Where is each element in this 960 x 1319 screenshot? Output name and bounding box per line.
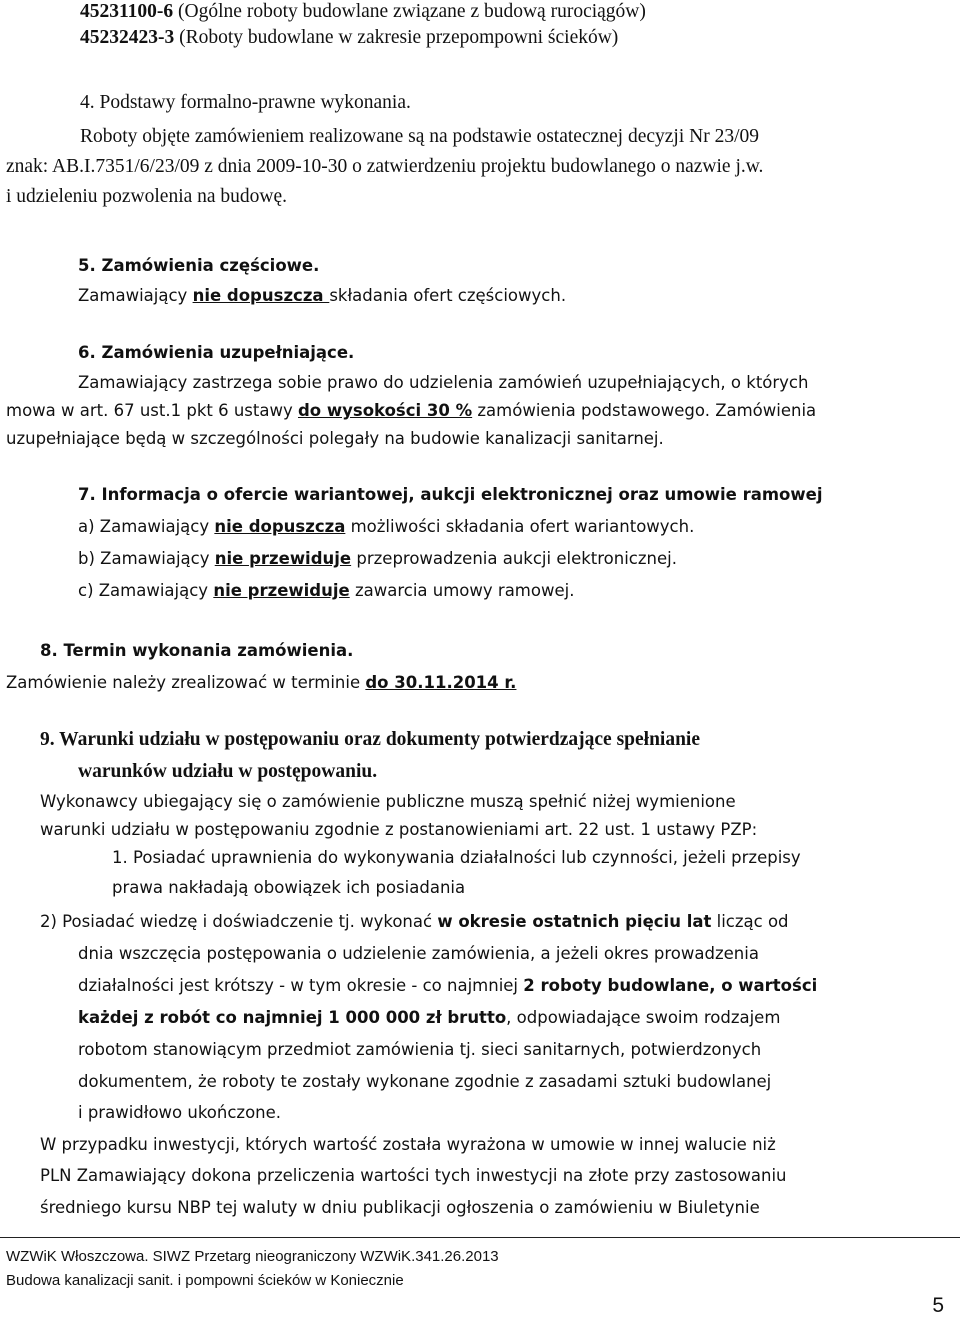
section-9-heading-2: warunków udziału w postępowaniu.: [78, 761, 378, 782]
section-7-item-c-post: zawarcia umowy ramowej.: [349, 581, 575, 600]
section-9-item-2-a: [40, 910, 789, 934]
cpv-code-1: 45231100-6: [80, 1, 174, 22]
section-7-item-b-emphasis: nie przewiduje: [214, 549, 352, 568]
cpv-code-2: 45232423-3: [80, 27, 175, 48]
section-9-item-2-c-pre: działalności jest krótszy - w tym okresie - co najmniej: [78, 976, 524, 995]
section-6-emphasis: do wysokości 30 %: [298, 401, 473, 420]
cpv-line-1: [80, 0, 646, 24]
section-6-heading: 6. Zamówienia uzupełniające.: [78, 343, 355, 362]
section-7-item-a-pre: a) Zamawiający: [78, 517, 215, 536]
section-9-item-2-d-emphasis: każdej z robót co najmniej 1 000 000 zł brutto: [78, 1008, 507, 1027]
cpv-desc-2: (Roboty budowlane w zakresie przepompowni ścieków): [174, 27, 619, 48]
section-9-item-2-emphasis: w okresie ostatnich pięciu lat: [437, 912, 712, 931]
cpv-desc-1: (Ogólne roboty budowlane związane z budową rurociągów): [173, 1, 646, 22]
section-5-emphasis: nie dopuszcza: [192, 286, 330, 305]
section-7-item-c: [78, 579, 574, 603]
section-7-item-c-pre: c) Zamawiający: [78, 581, 214, 600]
section-8-text-a: Zamówienie należy zrealizować w terminie: [6, 673, 366, 692]
section-6-line-2-a: mowa w art. 67 ust.1 pkt 6 ustawy: [6, 401, 298, 420]
section-9-item-2-f: dokumentem, że roboty te zostały wykonane zgodnie z zasadami sztuki budowlanej: [78, 1072, 772, 1091]
section-9-item-2-a-post: licząc od: [711, 912, 789, 931]
section-9-item-1-a: 1. Posiadać uprawnienia do wykonywania działalności lub czynności, jeżeli przepisy: [112, 848, 801, 867]
section-5-text-b: składania ofert częściowych.: [329, 286, 567, 305]
section-4-line-1: Roboty objęte zamówieniem realizowane są na podstawie ostatecznej decyzji Nr 23/09: [80, 126, 760, 147]
section-9-item-2-g: i prawidłowo ukończone.: [78, 1103, 282, 1122]
cpv-line-2: [80, 26, 618, 50]
section-5-text: [78, 284, 566, 308]
section-9-item-1-b: prawa nakładają obowiązek ich posiadania: [112, 878, 466, 897]
section-4-heading: 4. Podstawy formalno-prawne wykonania.: [80, 92, 411, 113]
section-7-heading: 7. Informacja o ofercie wariantowej, aukcji elektronicznej oraz umowie ramowej: [78, 485, 823, 504]
section-7-item-a-post: możliwości składania ofert wariantowych.: [345, 517, 695, 536]
section-8-deadline: do 30.11.2014 r.: [365, 673, 517, 692]
section-9-para-2: warunki udziału w postępowaniu zgodnie z postanowieniami art. 22 ust. 1 ustawy PZP:: [40, 820, 758, 839]
section-9-para-1: Wykonawcy ubiegający się o zamówienie publiczne muszą spełnić niżej wymienione: [40, 792, 736, 811]
section-9-item-2-d: [78, 1006, 780, 1030]
section-8-heading: 8. Termin wykonania zamówienia.: [40, 641, 354, 660]
page-number: 5: [932, 1294, 944, 1317]
section-9-item-2-a-pre: 2) Posiadać wiedzę i doświadczenie tj. wykonać: [40, 912, 438, 931]
section-4-line-2: znak: AB.I.7351/6/23/09 z dnia 2009-10-30 o zatwierdzeniu projektu budowlanego o nazwie j.w.: [6, 156, 764, 177]
section-7-item-b-pre: b) Zamawiający: [78, 549, 215, 568]
section-7-item-a: [78, 515, 694, 539]
section-6-line-1: Zamawiający zastrzega sobie prawo do udzielenia zamówień uzupełniających, o których: [78, 373, 809, 392]
section-9-note-1: W przypadku inwestycji, których wartość została wyrażona w umowie w innej walucie niż: [40, 1135, 776, 1154]
section-7-item-b: [78, 547, 677, 571]
section-6-line-2-c: zamówienia podstawowego. Zamówienia: [472, 401, 817, 420]
section-4-line-3: i udzieleniu pozwolenia na budowę.: [6, 186, 288, 207]
footer-divider: [0, 1237, 960, 1238]
section-9-item-2-b: dnia wszczęcia postępowania o udzielenie zamówienia, a jeżeli okres prowadzenia: [78, 944, 759, 963]
footer-line-1: WZWiK Włoszczowa. SIWZ Przetarg nieograniczony WZWiK.341.26.2013: [6, 1248, 499, 1265]
section-9-item-2-c-emphasis: 2 roboty budowlane, o wartości: [523, 976, 818, 995]
section-6-line-3: uzupełniające będą w szczególności polegały na budowie kanalizacji sanitarnej.: [6, 429, 664, 448]
section-5-text-a: Zamawiający: [78, 286, 193, 305]
section-5-heading: 5. Zamówienia częściowe.: [78, 256, 320, 275]
section-7-item-b-post: przeprowadzenia aukcji elektronicznej.: [351, 549, 677, 568]
footer-line-2: Budowa kanalizacji sanit. i pompowni ścieków w Koniecznie: [6, 1272, 404, 1289]
section-9-note-2: PLN Zamawiający dokona przeliczenia wartości tych inwestycji na złote przy zastosowaniu: [40, 1166, 787, 1185]
section-9-note-3: średniego kursu NBP tej waluty w dniu publikacji ogłoszenia o zamówieniu w Biuletynie: [40, 1198, 760, 1217]
section-8-text: [6, 671, 516, 695]
section-7-item-a-emphasis: nie dopuszcza: [214, 517, 346, 536]
section-6-line-2: [6, 399, 816, 423]
section-9-heading-1: 9. Warunki udziału w postępowaniu oraz dokumenty potwierdzające spełnianie: [40, 729, 701, 750]
section-9-item-2-c: [78, 974, 817, 998]
section-9-item-2-d-post: , odpowiadające swoim rodzajem: [506, 1008, 781, 1027]
section-9-item-2-e: robotom stanowiącym przedmiot zamówienia tj. sieci sanitarnych, potwierdzonych: [78, 1040, 762, 1059]
section-7-item-c-emphasis: nie przewiduje: [213, 581, 350, 600]
